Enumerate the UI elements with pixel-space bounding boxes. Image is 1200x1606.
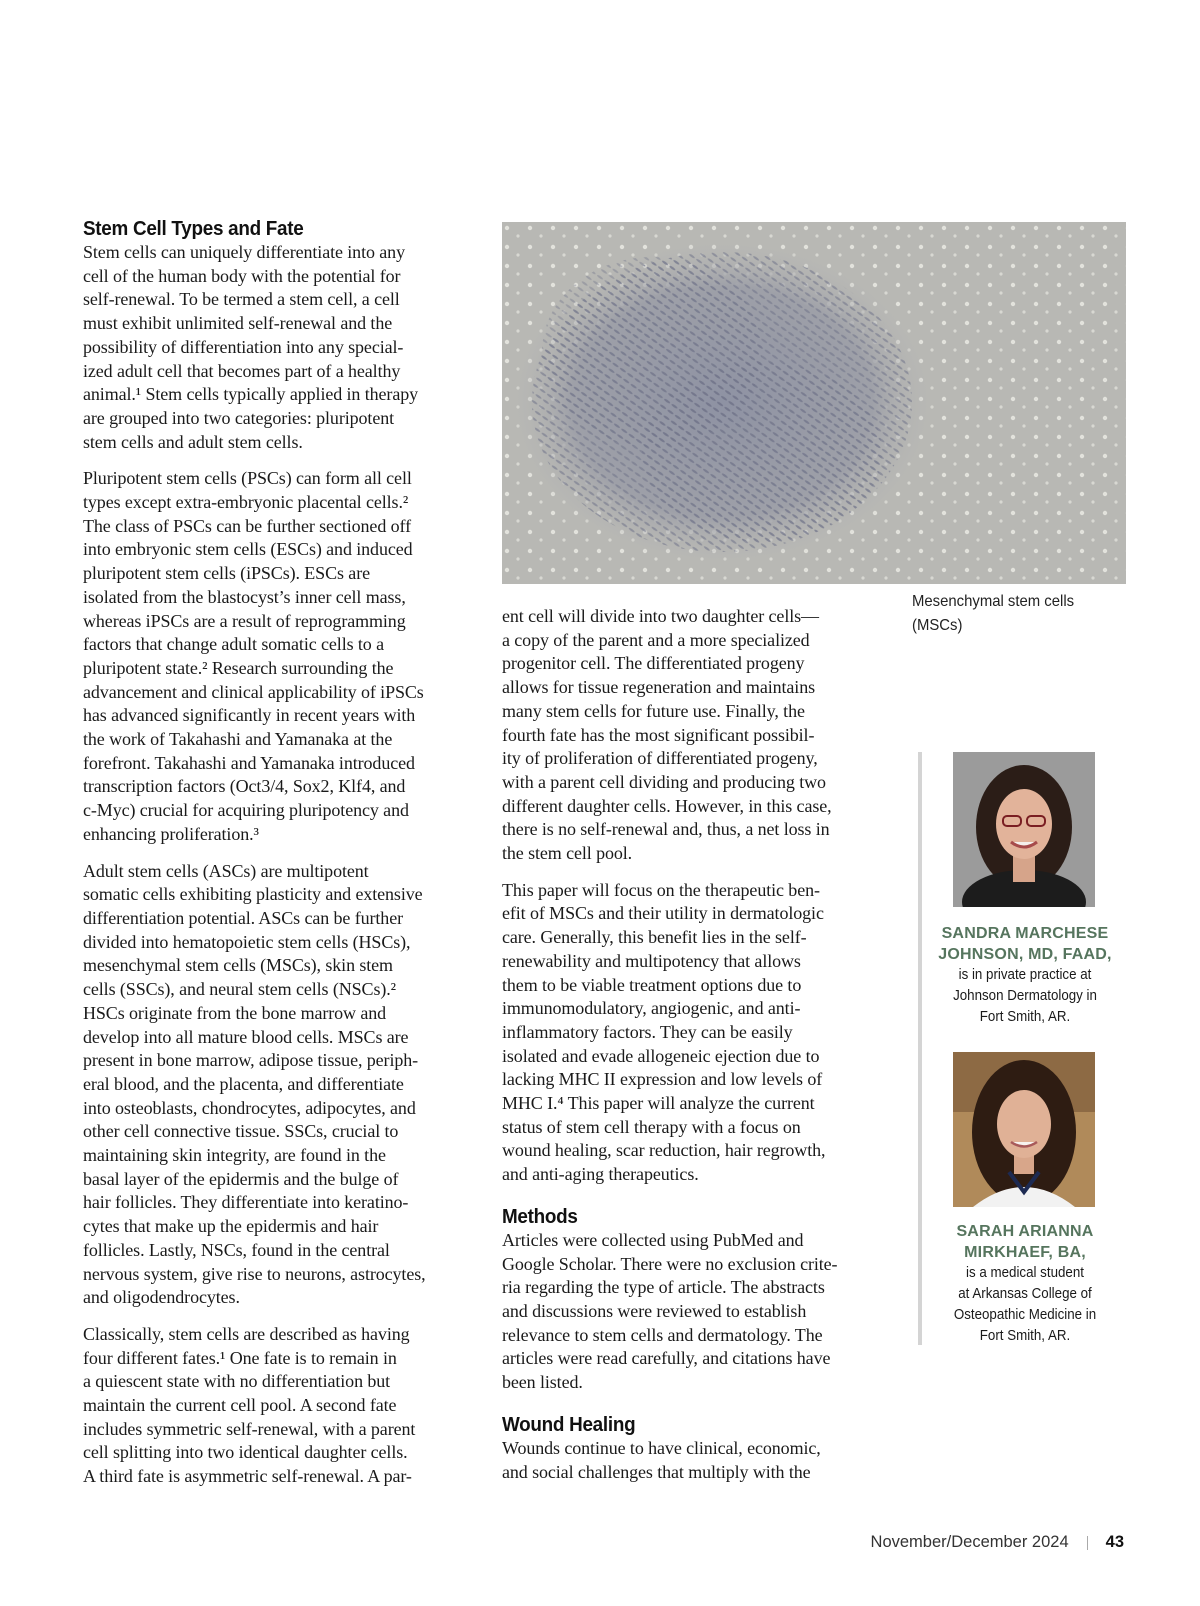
paragraph-fates-continued: ent cell will divide into two daughter cells— a copy of the parent and a more specialized progenitor cell. The differentiated progeny allows for tissue regeneration and maintains many stem cells for future use. Finally, the fourth fate has the most significant possibil- ity of proliferation of differentiated progeny, with a parent cell dividing and producing two different daughter cells. However, in this case, there is no self-renewal and, thus, a net loss in the stem cell pool.	[502, 606, 832, 864]
figure-caption: Mesenchymal stem cells (MSCs)	[912, 593, 1075, 634]
footer-divider	[1087, 1536, 1088, 1550]
author-description: is a medical student at Arkansas College of Osteopathic Medicine in Fort Smith, AR.	[953, 1265, 1097, 1344]
author-name: SARAH ARIANNA MIRKHAEF, BA,	[956, 1223, 1094, 1261]
micrograph-illustration	[502, 222, 1126, 584]
paragraph-focus-mscs: This paper will focus on the therapeutic ben- efit of MSCs and their utility in dermatologic care. Generally, this benefit lies in the self- renewability and multipotency that allows them to be viable treatment options due to immunomodulatory, angiogenic, and anti- inflammatory factors. They can be easily isolated and evade allogeneic ejection due to lacking MHC II expression and low levels of MHC I.⁴ This paper will analyze the current status of stem cell therapy with a focus on wound healing, scar reduction, hair regrowth, and anti-aging therapeutics.	[502, 879, 826, 1185]
section-heading-methods: Methods	[502, 1204, 578, 1228]
paragraph-wound-healing: Wounds continue to have clinical, economic, and social challenges that multiply with the	[502, 1437, 821, 1482]
figure-caption-block	[912, 590, 1127, 638]
middle-column	[502, 605, 874, 1497]
paragraph-intro: Stem cells can uniquely differentiate into any cell of the human body with the potential for self-renewal. To be termed a stem cell, a cell must exhibit unlimited self-renewal and the possibility of differentiation into any special- ized adult cell that becomes part of a healthy animal.¹ Stem cells typically applied in therapy are grouped into two categories: pluripotent stem cells and adult stem cells.	[83, 242, 419, 452]
page-number: 43	[1105, 1533, 1124, 1551]
author-description: is in private practice at Johnson Dermatology in Fort Smith, AR.	[953, 967, 1097, 1025]
author-bio-johnson	[925, 923, 1125, 1028]
author-name: SANDRA MARCHESE JOHNSON, MD, FAAD,	[938, 925, 1112, 963]
paragraph-methods: Articles were collected using PubMed and Google Scholar. There were no exclusion crite- ria regarding the type of article. The abstracts and discussions were reviewed to establish relevance to stem cells and dermatology. The articles were read carefully, and citations have been listed.	[502, 1229, 838, 1393]
paragraph-adult-stem-cells: Adult stem cells (ASCs) are multipotent somatic cells exhibiting plasticity and extensive differentiation potential. ASCs can be further divided into hematopoietic stem cells (HSCs), mesenchymal stem cells (MSCs), skin stem cells (SSCs), and neural stem cells (NSCs).² HSCs originate from the bone marrow and develop into all mature blood cells. MSCs are present in bone marrow, adipose tissue, periph- eral blood, and the placenta, and differentiate into osteoblasts, chondrocytes, adipocytes, and other cell connective tissue. SSCs, crucial to maintaining skin integrity, are found in the basal layer of the epidermis and the bulge of hair follicles. They differentiate into keratino- cytes that make up the epidermis and hair follicles. Lastly, NSCs, found in the central nervous system, give rise to neurons, astrocytes, and oligodendrocytes.	[83, 860, 426, 1308]
section-heading-stem-cell-types: Stem Cell Types and Fate	[83, 217, 304, 240]
author-photo-mirkhaef	[953, 1052, 1095, 1207]
issue-date: November/December 2024	[870, 1533, 1069, 1551]
section-heading-wound-healing: Wound Healing	[502, 1412, 636, 1436]
page-footer	[871, 1533, 1124, 1552]
author-bio-mirkhaef	[925, 1221, 1125, 1347]
paragraph-fates: Classically, stem cells are described as having four different fates.¹ One fate is to remain in a quiescent state with no differentiation but maintain the current cell pool. A second fate includes symmetric self-renewal, with a parent cell splitting into two identical daughter cells. A third fate is asymmetric self-renewal. A par-	[83, 1323, 416, 1487]
paragraph-pluripotent: Pluripotent stem cells (PSCs) can form all cell types except extra-embryonic placental cells.² The class of PSCs can be further sectioned off into embryonic stem cells (ESCs) and induced pluripotent stem cells (iPSCs). ESCs are isolated from the blastocyst’s inner cell mass, whereas iPSCs are a result of reprogramming factors that change adult somatic cells to a pluripotent state.² Research surrounding the advancement and clinical applicability of iPSCs has advanced significantly in recent years with the work of Takahashi and Yamanaka at the forefront. Takahashi and Yamanaka introduced transcription factors (Oct3/4, Sox2, Klf4, and c-Myc) crucial for acquiring pluripotency and enhancing proliferation.³	[83, 468, 424, 844]
author-photo-johnson	[953, 752, 1095, 907]
msc-micrograph-image	[502, 222, 1126, 584]
author-sidebar-rule	[918, 752, 922, 1345]
left-column	[83, 216, 468, 1502]
